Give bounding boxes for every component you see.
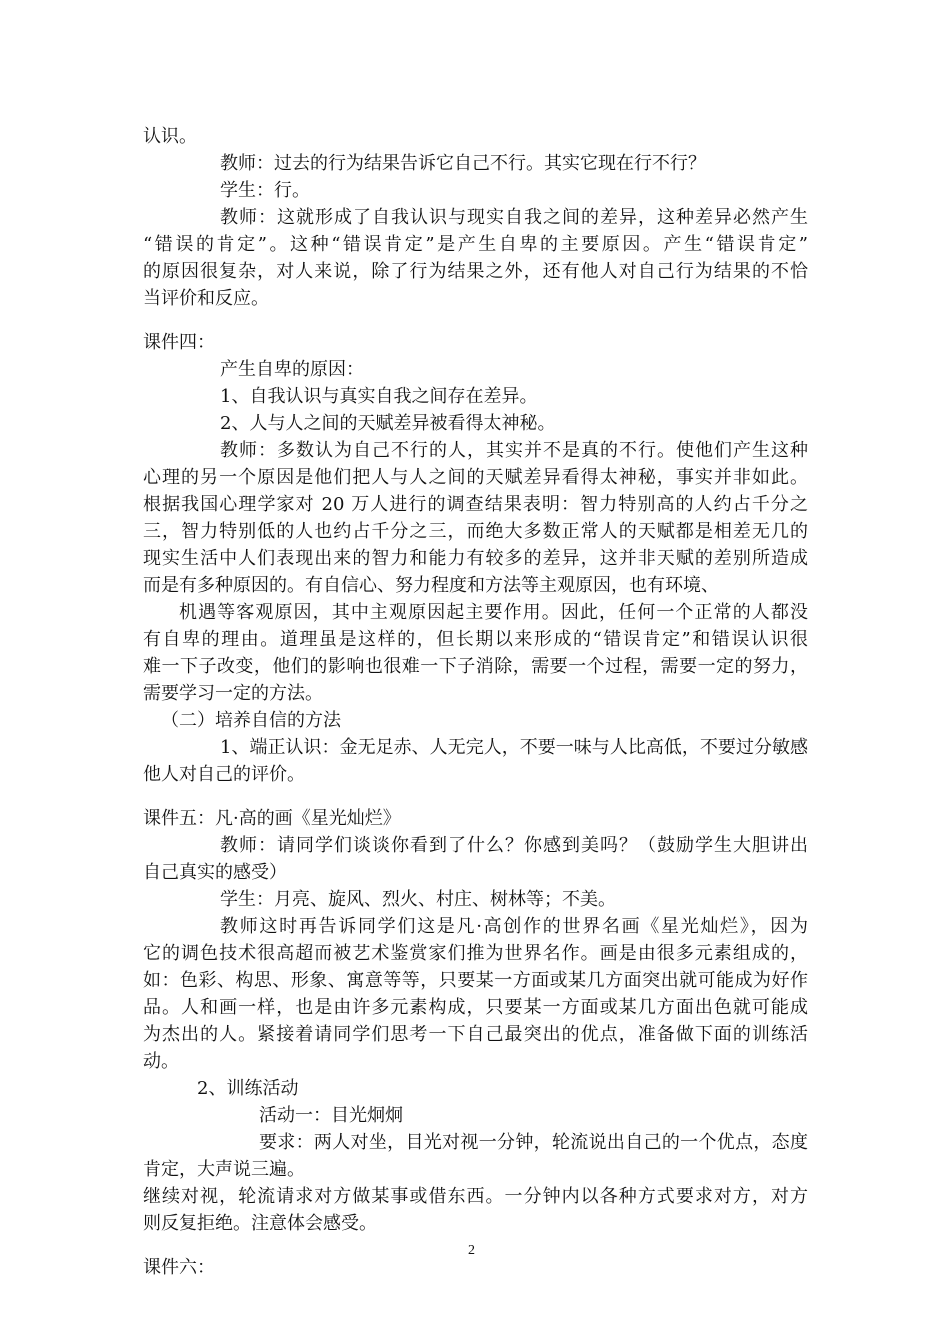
list-item: 1、自我认识与真实自我之间存在差异。 [220, 386, 538, 407]
text-line: 需要学习一定的方法。 [143, 683, 323, 704]
section-heading: 2、训练活动 [197, 1078, 299, 1099]
list-item: 2、人与人之间的天赋差异被看得太神秘。 [220, 413, 556, 434]
text-line: 教师：多数认为自己不行的人，其实并不是真的不行。使他们产生这种 [220, 440, 808, 461]
text-line: 品。人和画一样，也是由许多元素构成，只要某一方面或某几方面出色就可能成 [143, 997, 808, 1018]
text-line: 他人对自己的评价。 [143, 764, 305, 785]
text-line: 要求：两人对坐，目光对视一分钟，轮流说出自己的一个优点，态度 [259, 1132, 808, 1153]
text-line: 的原因很复杂，对人来说，除了行为结果之外，还有他人对自己行为结果的不恰 [143, 261, 808, 282]
text-line: 继续对视，轮流请求对方做某事或借东西。一分钟内以各种方式要求对方，对方 [143, 1186, 808, 1207]
text-line: 如：色彩、构思、形象、寓意等等，只要某一方面或某几方面突出就可能成为好作 [143, 970, 808, 991]
text-line: 而是有多种原因的。有自信心、努力程度和方法等主观原因，也有环境、 [143, 575, 719, 596]
text-line: 活动一：目光炯炯 [259, 1105, 403, 1126]
text-line: 它的调色技术很高超而被艺术鉴赏家们推为世界名作。画是由很多元素组成的， [143, 943, 808, 964]
text-line: 现实生活中人们表现出来的智力和能力有较多的差异，这并非天赋的差别所造成 [143, 548, 808, 569]
page-number: 2 [468, 1243, 475, 1258]
text-line: 认识。 [143, 126, 197, 147]
text-line: 教师：过去的行为结果告诉它自己不行。其实它现在行不行？ [220, 153, 706, 174]
text-line: 难一下子改变，他们的影响也很难一下子消除，需要一个过程，需要一定的努力， [143, 656, 808, 677]
text-line: 则反复拒绝。注意体会感受。 [143, 1213, 377, 1234]
text-line: 根据我国心理学家对 20 万人进行的调查结果表明：智力特别高的人约占千分之 [143, 494, 808, 515]
text-line: 动。 [143, 1051, 179, 1072]
text-line: 教师：这就形成了自我认识与现实自我之间的差异，这种差异必然产生 [220, 207, 808, 228]
section-heading: 课件六： [143, 1257, 215, 1278]
text-line: 为杰出的人。紧接着请同学们思考一下自己最突出的优点，准备做下面的训练活 [143, 1024, 808, 1045]
section-heading: 课件五：凡·高的画《星光灿烂》 [143, 808, 401, 829]
section-heading: 课件四： [143, 332, 215, 353]
text-line: 机遇等客观原因，其中主观原因起主要作用。因此，任何一个正常的人都没 [179, 602, 808, 623]
text-line: 自己真实的感受） [143, 862, 287, 883]
text-line: 学生：月亮、旋风、烈火、村庄、树林等；不美。 [220, 889, 616, 910]
text-line: 心理的另一个原因是他们把人与人之间的天赋差异看得太神秘，事实并非如此。 [143, 467, 808, 488]
text-line: 1、端正认识：金无足赤、人无完人，不要一味与人比高低，不要过分敏感 [220, 737, 808, 758]
text-line: 教师这时再告诉同学们这是凡·高创作的世界名画《星光灿烂》，因为 [220, 916, 808, 937]
text-line: 肯定，大声说三遍。 [143, 1159, 305, 1180]
text-line: “错误的肯定”。这种“错误肯定”是产生自卑的主要原因。产生“错误肯定” [143, 234, 808, 255]
text-line: 产生自卑的原因： [220, 359, 364, 380]
section-heading: （二）培养自信的方法 [161, 710, 341, 731]
text-line: 学生：行。 [220, 180, 310, 201]
text-line: 有自卑的理由。道理虽是这样的，但长期以来形成的“错误肯定”和错误认识很 [143, 629, 808, 650]
text-line: 三，智力特别低的人也约占千分之三，而绝大多数正常人的天赋都是相差无几的 [143, 521, 808, 542]
text-line: 当评价和反应。 [143, 288, 269, 309]
text-line: 教师：请同学们谈谈你看到了什么？你感到美吗？（鼓励学生大胆讲出 [220, 835, 808, 856]
